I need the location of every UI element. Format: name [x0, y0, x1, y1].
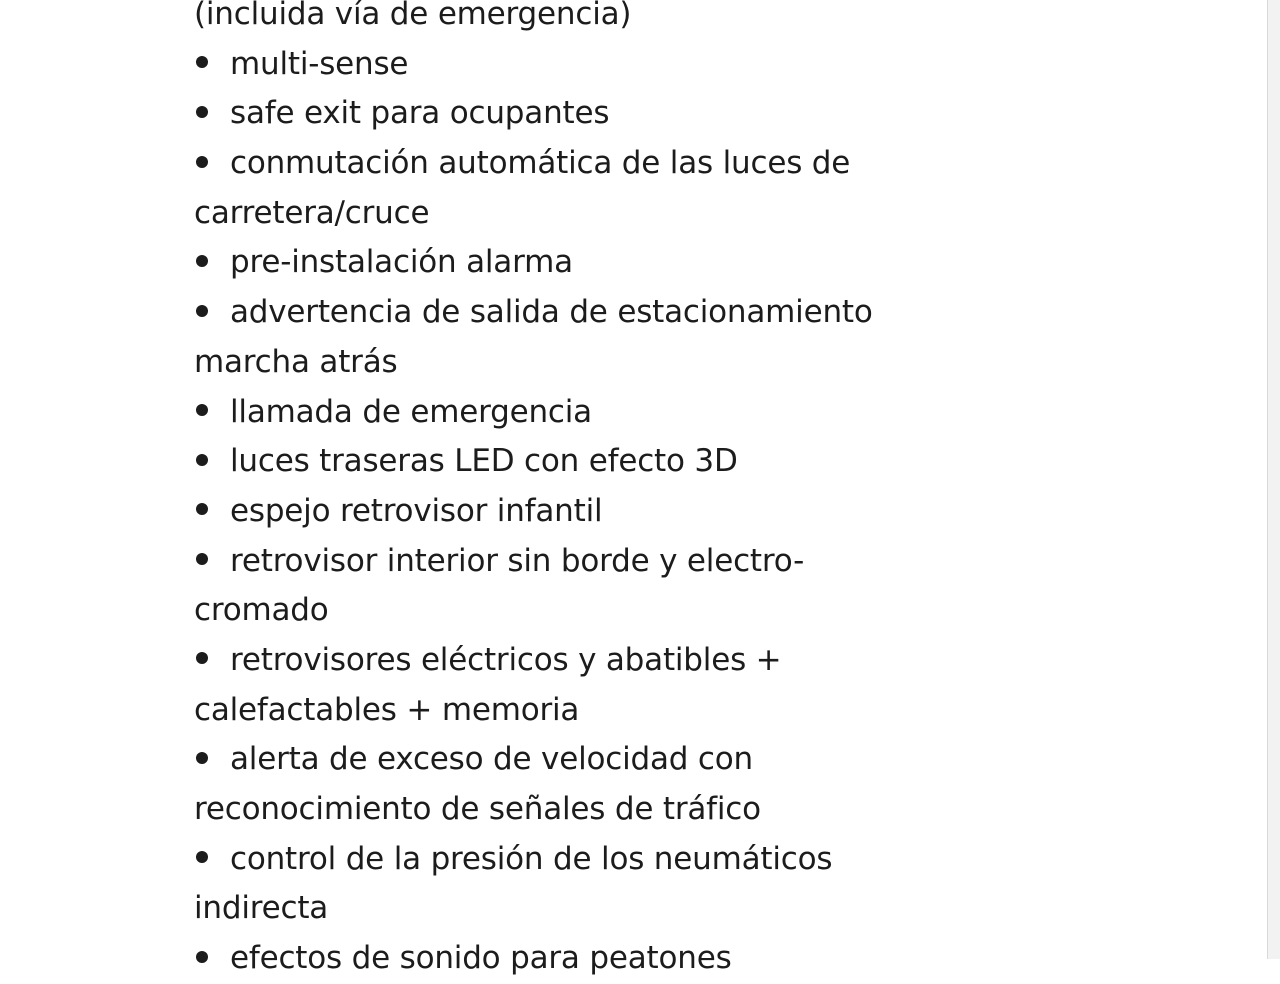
text-line: calefactables + memoria: [194, 691, 580, 728]
list-item: efectos de sonido para peatones: [194, 934, 914, 984]
bullet-icon: [194, 288, 230, 338]
list-item: espejo retrovisor infantil: [194, 487, 914, 537]
list-item: multi-sense: [194, 40, 914, 90]
list-item: luces traseras LED con efecto 3D: [194, 437, 914, 487]
bullet-icon: [194, 487, 230, 537]
list-item: alerta de exceso de velocidad con: [194, 735, 914, 785]
bullet-icon: [194, 89, 230, 139]
scroll-edge: [1267, 0, 1280, 959]
bullet-icon: [194, 835, 230, 885]
text-line: cromado: [194, 592, 329, 629]
text-line: carretera/cruce: [194, 194, 430, 231]
list-item: conmutación automática de las luces de: [194, 139, 914, 189]
bullet-icon: [194, 636, 230, 686]
bullet-icon: [194, 40, 230, 90]
list-item: pre-instalación alarma: [194, 238, 914, 288]
text-line: (incluida vía de emergencia): [194, 0, 632, 32]
bullet-icon: [194, 139, 230, 189]
list-item: control de la presión de los neumáticos: [194, 835, 914, 885]
note-text-body: [194, 0, 914, 984]
list-item: retrovisores eléctricos y abatibles +: [194, 636, 914, 686]
list-item: llamada de emergencia: [194, 388, 914, 438]
text-line: reconocimiento de señales de tráfico: [194, 791, 761, 827]
bullet-icon: [194, 537, 230, 587]
list-item: safe exit para ocupantes: [194, 89, 914, 139]
bullet-icon: [194, 735, 230, 785]
bullet-icon: [194, 238, 230, 288]
bullet-icon: [194, 388, 230, 438]
text-line: marcha atrás: [194, 343, 398, 380]
list-item: advertencia de salida de estacionamiento: [194, 288, 914, 338]
text-line: indirecta: [194, 890, 329, 927]
list-item: retrovisor interior sin borde y electro-: [194, 537, 914, 587]
bullet-icon: [194, 437, 230, 487]
